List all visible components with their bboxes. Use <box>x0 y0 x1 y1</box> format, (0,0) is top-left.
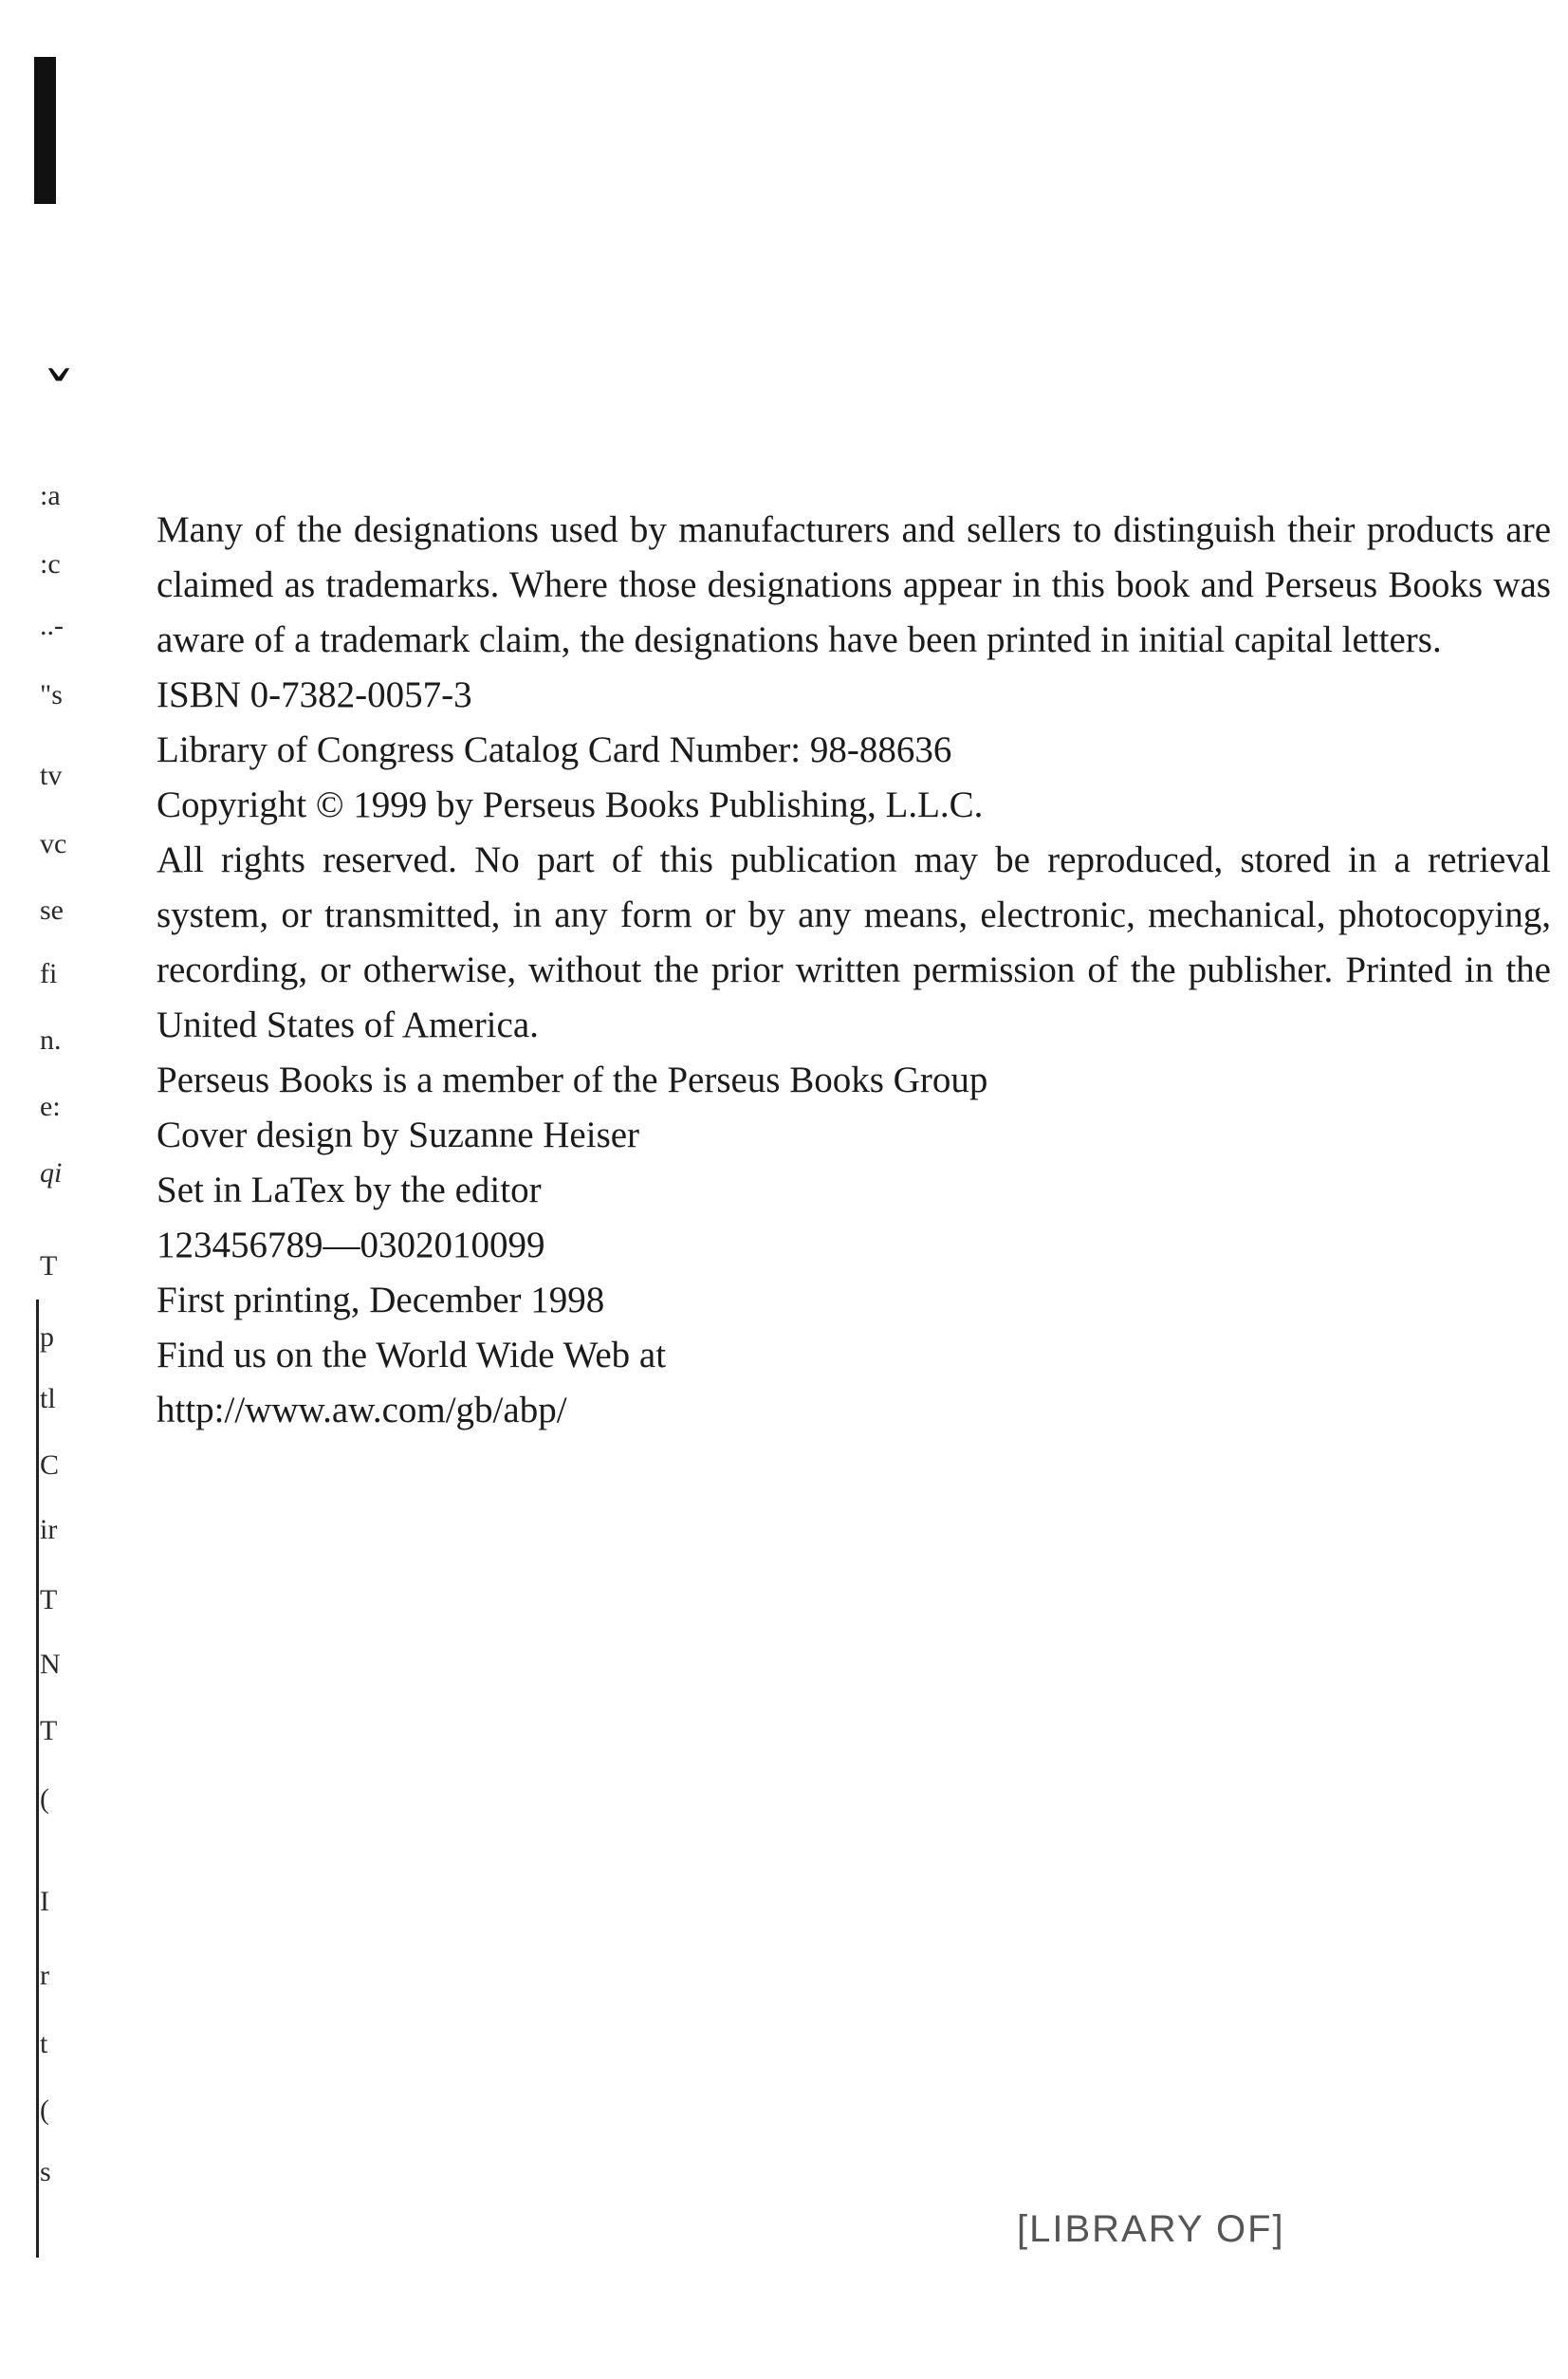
web-url: http://www.aw.com/gb/abp/ <box>157 1390 567 1430</box>
margin-rule <box>36 1300 39 2258</box>
margin-fragment: tl <box>40 1383 56 1414</box>
isbn: ISBN 0-7382-0057-3 <box>157 674 472 715</box>
margin-fragment: t <box>40 2028 48 2059</box>
first-printing: First printing, December 1998 <box>157 1280 605 1320</box>
margin-fragment: qi <box>40 1157 63 1189</box>
margin-fragment: s <box>40 2156 51 2187</box>
web-label: Find us on the World Wide Web at <box>157 1335 667 1375</box>
margin-fragment: ( <box>40 1783 49 1815</box>
margin-fragment: I <box>40 1886 49 1917</box>
lccn: Library of Congress Catalog Card Number: 98-88636 <box>157 729 952 770</box>
margin-fragment: r <box>40 1960 49 1991</box>
margin-fragment: N <box>40 1649 61 1680</box>
margin-fragment: ir <box>40 1514 58 1545</box>
margin-fragment: tv <box>40 760 63 791</box>
typesetting-credit: Set in LaTex by the editor <box>157 1170 542 1210</box>
margin-fragment: T <box>40 1584 58 1615</box>
margin-fragment: T <box>40 1715 58 1746</box>
margin-fragment: ( <box>40 2094 49 2126</box>
margin-fragment: T <box>40 1250 58 1282</box>
trademark-notice: Many of the designations used by manufacturers and sellers to distinguish their products are claimed as trademarks. Where those designations appear in this book and Perseus Books was aware of a trademark claim, the designations have been printed in initial capital letters. <box>157 509 1551 660</box>
margin-fragment: vc <box>40 828 67 859</box>
margin-fragment: n. <box>40 1024 62 1056</box>
margin-fragment: se <box>40 894 64 926</box>
margin-fragment: "s <box>40 679 63 710</box>
copyright-page <box>157 503 1551 1438</box>
margin-fragment: C <box>40 1449 60 1481</box>
library-stamp: [LIBRARY OF] <box>1017 2208 1285 2250</box>
margin-fragment: p <box>40 1321 54 1353</box>
margin-fragment: :a <box>40 480 61 511</box>
margin-fragment: fi <box>40 958 58 989</box>
copyright-line: Copyright © 1999 by Perseus Books Publishing, L.L.C. <box>157 784 984 825</box>
margin-fragment: e: <box>40 1091 61 1122</box>
cover-design-credit: Cover design by Suzanne Heiser <box>157 1115 640 1155</box>
binding-edge-bar <box>34 57 56 204</box>
margin-fragment: ..- <box>40 610 64 641</box>
publisher-group: Perseus Books is a member of the Perseus Books Group <box>157 1060 988 1100</box>
margin-fragment: :c <box>40 548 61 580</box>
binding-mark: ˇ <box>42 360 76 439</box>
printing-numbers: 123456789—0302010099 <box>157 1225 545 1265</box>
rights-reserved: All rights reserved. No part of this publication may be reproduced, stored in a retrieval system, or transmitted, in any form or by any means, electronic, mechanical, photocopying, recording, or otherwise, without the prior written permission of the publisher. Printed in the United States of America. <box>157 839 1551 1045</box>
